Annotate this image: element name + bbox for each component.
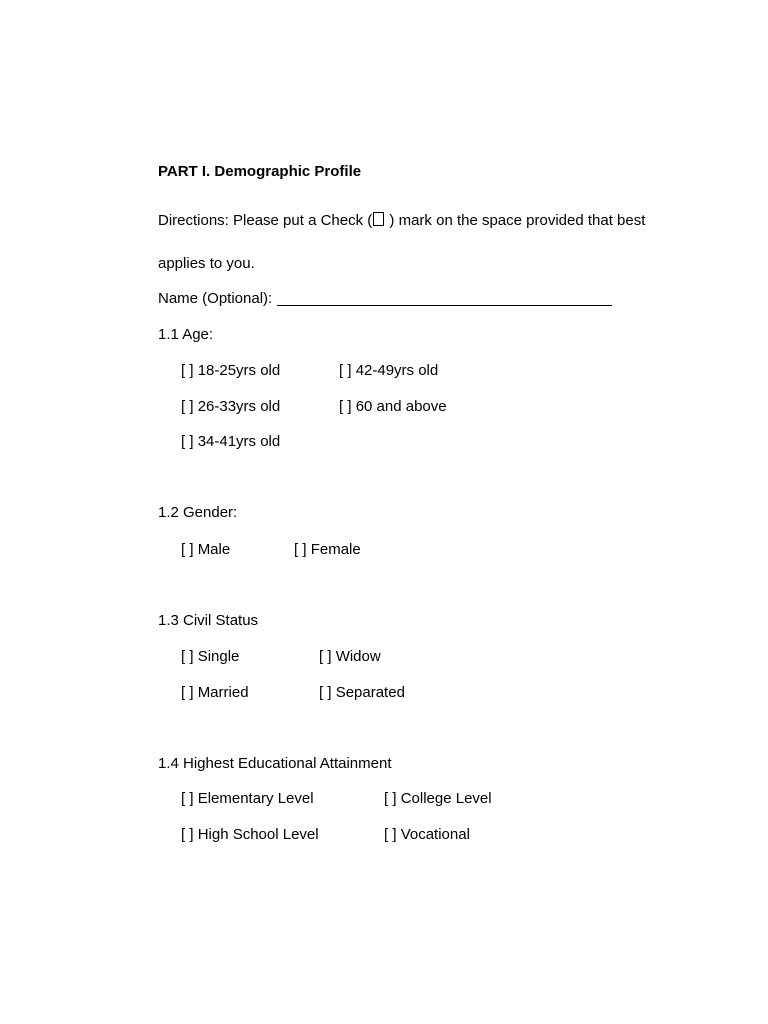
option-label: Male (197, 541, 231, 558)
directions-line-1 (158, 212, 645, 230)
checkbox-bracket[interactable]: [ ] (384, 790, 397, 807)
age-option-34-41[interactable] (181, 433, 280, 451)
gender-option-male[interactable] (181, 541, 230, 559)
part-title: PART I. Demographic Profile (158, 163, 362, 180)
option-label: Single (197, 648, 240, 665)
option-label: Female (310, 541, 361, 558)
age-option-60-above[interactable] (339, 398, 447, 416)
gender-title: 1.2 Gender: (158, 504, 238, 521)
checkbox-bracket[interactable]: [ ] (181, 790, 194, 807)
option-label: 42-49yrs old (355, 362, 439, 379)
education-option-high-school[interactable] (181, 826, 319, 844)
option-label: High School Level (197, 826, 319, 843)
checkbox-bracket[interactable]: [ ] (339, 398, 352, 415)
age-title: 1.1 Age: (158, 326, 214, 343)
civil-option-married[interactable] (181, 684, 249, 702)
option-label: 34-41yrs old (197, 433, 281, 450)
option-label: Separated (335, 684, 405, 701)
checkbox-bracket[interactable]: [ ] (181, 362, 194, 379)
name-input-line[interactable] (277, 305, 612, 306)
education-option-vocational[interactable] (384, 826, 470, 844)
education-option-elementary[interactable] (181, 790, 314, 808)
directions-line-2: applies to you. (158, 255, 255, 272)
checkbox-bracket[interactable]: [ ] (384, 826, 397, 843)
option-label: 26-33yrs old (197, 398, 281, 415)
option-label: Vocational (400, 826, 470, 843)
civil-option-widow[interactable] (319, 648, 381, 666)
age-option-26-33[interactable] (181, 398, 280, 416)
checkbox-bracket[interactable]: [ ] (294, 541, 307, 558)
checkbox-bracket[interactable]: [ ] (181, 541, 194, 558)
checkbox-bracket[interactable]: [ ] (339, 362, 352, 379)
directions-text-1a: Directions: Please put a Check ( (158, 212, 373, 229)
checkbox-bracket[interactable]: [ ] (181, 648, 194, 665)
checkbox-bracket[interactable]: [ ] (181, 398, 194, 415)
name-label: Name (Optional): (158, 290, 273, 307)
checkbox-bracket[interactable]: [ ] (319, 684, 332, 701)
option-label: 18-25yrs old (197, 362, 281, 379)
civil-option-single[interactable] (181, 648, 239, 666)
option-label: Elementary Level (197, 790, 314, 807)
option-label: Widow (335, 648, 381, 665)
option-label: 60 and above (355, 398, 447, 415)
gender-option-female[interactable] (294, 541, 361, 559)
checkmark-icon (373, 212, 384, 226)
option-label: College Level (400, 790, 492, 807)
education-title: 1.4 Highest Educational Attainment (158, 755, 392, 772)
checkbox-bracket[interactable]: [ ] (181, 684, 194, 701)
age-option-42-49[interactable] (339, 362, 438, 380)
checkbox-bracket[interactable]: [ ] (181, 826, 194, 843)
checkbox-bracket[interactable]: [ ] (319, 648, 332, 665)
age-option-18-25[interactable] (181, 362, 280, 380)
directions-text-1b: ) mark on the space provided that best (385, 212, 646, 229)
civil-option-separated[interactable] (319, 684, 405, 702)
education-option-college[interactable] (384, 790, 492, 808)
civil-status-title: 1.3 Civil Status (158, 612, 259, 629)
option-label: Married (197, 684, 249, 701)
checkbox-bracket[interactable]: [ ] (181, 433, 194, 450)
